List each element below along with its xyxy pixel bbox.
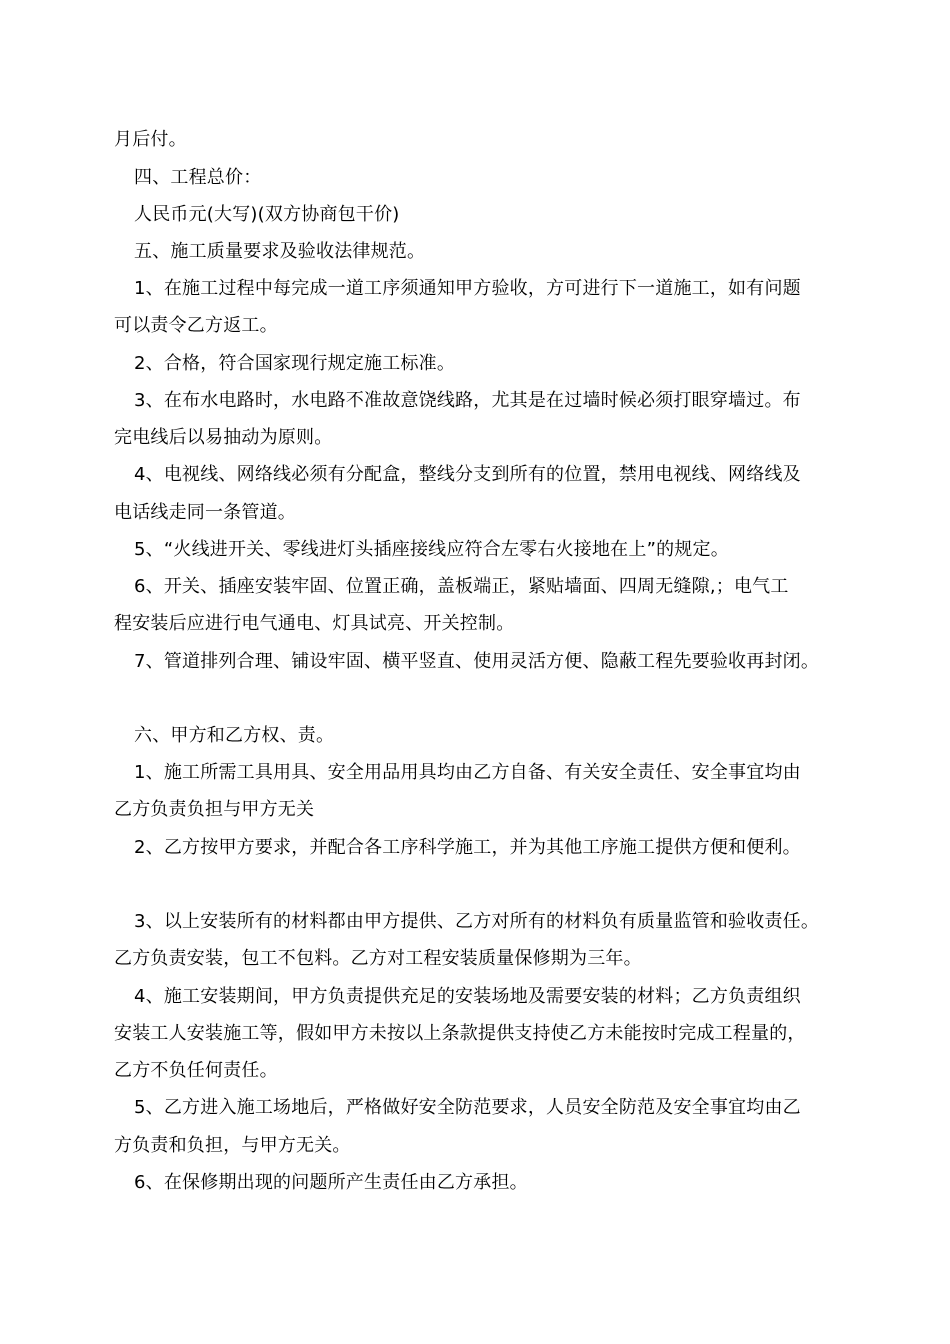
section-heading-quality: 五、施工质量要求及验收法律规范。 bbox=[134, 241, 426, 262]
text-line: 月后付。 bbox=[114, 129, 187, 150]
text-line: 7、管道排列合理、铺设牢固、横平竖直、使用灵活方便、隐蔽工程先要验收再封闭。 bbox=[134, 651, 820, 672]
text-line: 1、在施工过程中每完成一道工序须通知甲方验收，方可进行下一道施工，如有问题 bbox=[134, 278, 801, 299]
section-heading-total-price: 四、工程总价： bbox=[134, 167, 262, 188]
text-line: 3、以上安装所有的材料都由甲方提供、乙方对所有的材料负有质量监管和验收责任。 bbox=[134, 911, 820, 932]
text-line: 5、乙方进入施工场地后，严格做好安全防范要求，人员安全防范及安全事宜均由乙 bbox=[134, 1097, 801, 1118]
text-line: 方负责和负担，与甲方无关。 bbox=[114, 1135, 351, 1156]
text-line: 乙方负责安装，包工不包料。乙方对工程安装质量保修期为三年。 bbox=[114, 948, 642, 969]
text-line: 乙方不负任何责任。 bbox=[114, 1060, 278, 1081]
text-line: 2、乙方按甲方要求，并配合各工序科学施工，并为其他工序施工提供方便和便利。 bbox=[134, 837, 801, 858]
text-line: 6、在保修期出现的问题所产生责任由乙方承担。 bbox=[134, 1172, 528, 1193]
text-line: 1、施工所需工具用具、安全用品用具均由乙方自备、有关安全责任、安全事宜均由 bbox=[134, 762, 801, 783]
text-line: 6、开关、插座安装牢固、位置正确，盖板端正，紧贴墙面、四周无缝隙,；电气工 bbox=[134, 576, 789, 597]
text-line: 3、在布水电路时，水电路不准故意饶线路，尤其是在过墙时候必须打眼穿墙过。布 bbox=[134, 390, 801, 411]
text-line: 2、合格，符合国家现行规定施工标准。 bbox=[134, 353, 456, 374]
text-line: 人民币元(大写)(双方协商包干价) bbox=[134, 204, 400, 225]
text-line: 安装工人安装施工等，假如甲方未按以上条款提供支持使乙方未能按时完成工程量的， bbox=[114, 1023, 806, 1044]
text-line: 乙方负责负担与甲方无关 bbox=[114, 799, 315, 820]
section-heading-rights: 六、甲方和乙方权、责。 bbox=[134, 725, 335, 746]
text-line: 5、“火线进开关、零线进灯头插座接线应符合左零右火接地在上”的规定。 bbox=[134, 539, 729, 560]
text-line: 电话线走同一条管道。 bbox=[114, 502, 296, 523]
text-line: 程安装后应进行电气通电、灯具试亮、开关控制。 bbox=[114, 613, 515, 634]
text-line: 可以责令乙方返工。 bbox=[114, 315, 278, 336]
text-line: 4、电视线、网络线必须有分配盒，整线分支到所有的位置，禁用电视线、网络线及 bbox=[134, 464, 801, 485]
text-line: 完电线后以易抽动为原则。 bbox=[114, 427, 333, 448]
text-line: 4、施工安装期间，甲方负责提供充足的安装场地及需要安装的材料；乙方负责组织 bbox=[134, 986, 801, 1007]
